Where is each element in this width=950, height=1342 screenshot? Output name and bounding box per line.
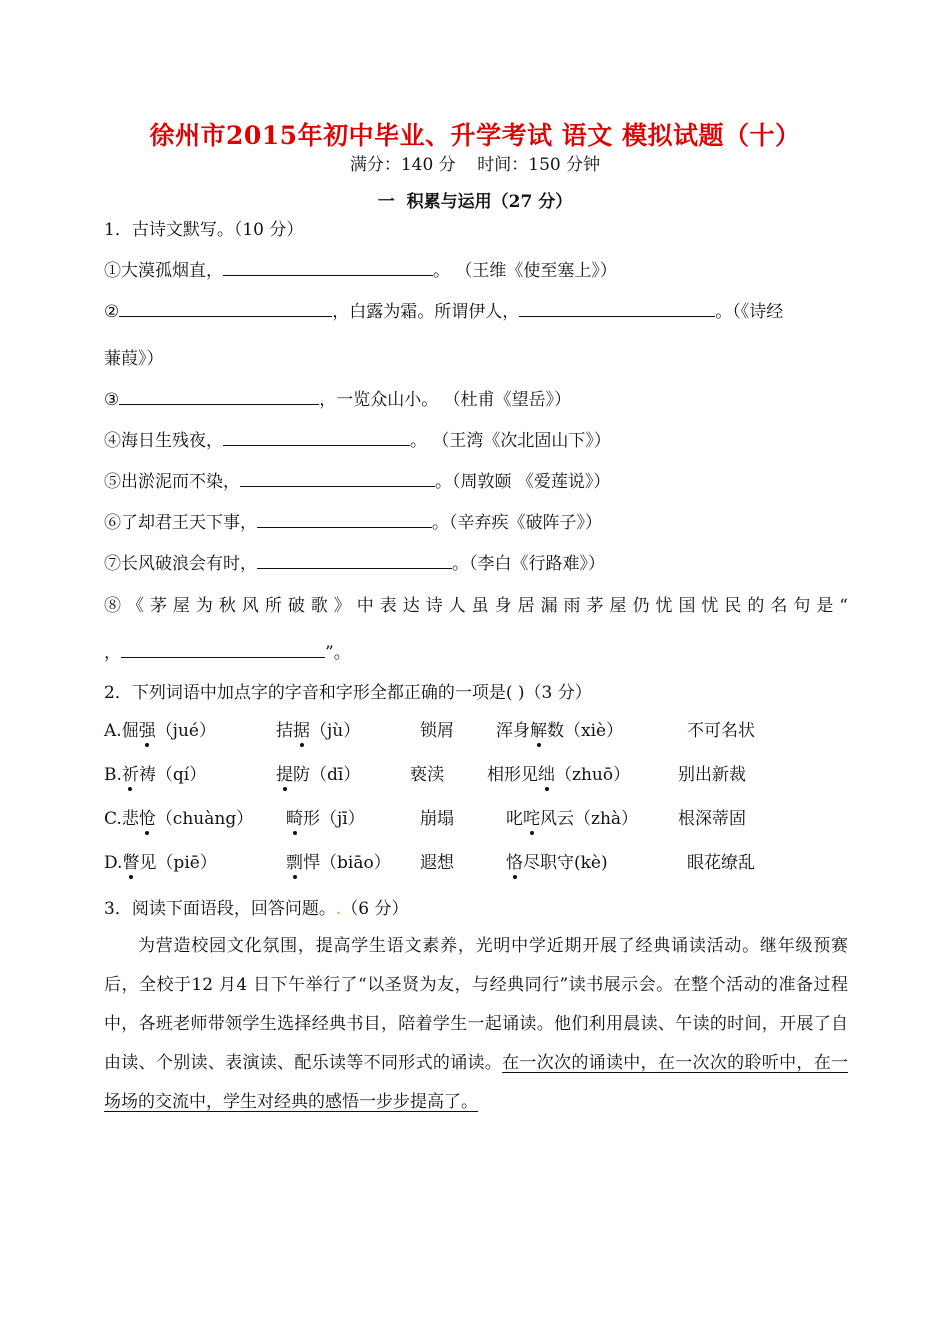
answer-blank[interactable] <box>257 511 432 528</box>
option-term: 浑身解数（xiè） <box>496 721 624 741</box>
option-term: D.瞥见（piē） <box>104 853 217 873</box>
option-term: C.悲怆（chuàng） <box>104 809 254 829</box>
q1-stem: 1．古诗文默写。（10 分） <box>104 220 304 240</box>
answer-blank[interactable] <box>257 552 452 569</box>
q1-item-2-cont: 蒹葭》） <box>104 349 164 369</box>
option-term: 不可名状 <box>687 721 755 741</box>
underlined-sentence: 在一次次的诵读中，在一次次的聆听中，在一场场的交流中，学生对经典的感悟一步步提高了。 <box>104 1053 849 1112</box>
option-term: B.祈祷（qí） <box>104 765 207 785</box>
exam-subtitle: 满分：140 分 时间：150 分钟 <box>349 155 601 175</box>
section-heading: 一 积累与运用（27 分） <box>377 192 573 212</box>
q3-stem: 3．阅读下面语段，回答问题。.（6 分） <box>104 899 409 919</box>
option-term: 恪尽职守(kè) <box>506 853 608 873</box>
option-term: 锁屑 <box>420 721 454 741</box>
answer-blank[interactable] <box>119 300 332 317</box>
q1-item-1: ①大漠孤烟直， 。 （王维《使至塞上》） <box>104 261 617 281</box>
option-term: A.倔强（jué） <box>104 721 216 741</box>
option-term: 眼花缭乱 <box>687 853 755 873</box>
answer-blank[interactable] <box>223 259 433 276</box>
option-term: 遐想 <box>420 853 454 873</box>
exam-title: 徐州市2015年初中毕业、升学考试 语文 模拟试题（十） <box>149 121 801 150</box>
q1-item-6: ⑥了却君王天下事， 。（辛弃疾《破阵子》） <box>104 513 602 533</box>
option-term: 拮据（jù） <box>276 721 361 741</box>
option-term: 畸形（jī） <box>286 809 365 829</box>
option-term: 别出新裁 <box>678 765 746 785</box>
option-term: 相形见绌（zhuō） <box>487 765 631 785</box>
q1-item-5: ⑤出淤泥而不染， 。（周敦颐 《爱莲说》） <box>104 472 611 492</box>
q1-item-3: ③ ，一览众山小。 （杜甫《望岳》） <box>104 390 572 410</box>
q1-item-7: ⑦长风破浪会有时， 。（李白《行路难》） <box>104 554 605 574</box>
option-term: 根深蒂固 <box>678 809 746 829</box>
q1-item-2: ② ，白露为霜。所谓伊人， 。（《诗经 <box>104 302 784 322</box>
q1-item-4: ④海日生残夜， 。 （王湾《次北固山下》） <box>104 431 611 451</box>
q3-passage: 为营造校园文化氛围，提高学生语文素养，光明中学近期开展了经典诵读活动。继年级预赛后，全校于12 月4 日下午举行了“以圣贤为友，与经典同行”读书展示会。在整个活动的准备过程中，各班老师带领学生选择经典书目，陪着学生一起诵读。他们利用晨读、午读的时间，开展了自由读、个别读、表演读、配乐读等不同形式的诵读。在一次次的诵读中，在一次次的聆听中，在一场场的交流中，学生对经典的感悟一步步提高了。 <box>104 936 849 1112</box>
option-term: 崩塌 <box>420 809 454 829</box>
q2-stem: 2．下列词语中加点字的字音和字形全都正确的一项是( )（3 分） <box>104 683 592 703</box>
option-term: 叱咤风云（zhà） <box>506 809 639 829</box>
option-term: 剽悍（biāo） <box>286 853 391 873</box>
q1-item-8-cont: ， ”。 <box>104 643 351 663</box>
answer-blank[interactable] <box>519 300 715 317</box>
q1-item-8: ⑧《茅屋为秋风所破歌》中表达诗人虽身居漏雨茅屋仍忧国忧民的名句是“ <box>104 596 848 616</box>
answer-blank[interactable] <box>121 641 325 658</box>
answer-blank[interactable] <box>223 429 410 446</box>
answer-blank[interactable] <box>119 388 319 405</box>
option-term: 亵渎 <box>410 765 444 785</box>
answer-blank[interactable] <box>240 470 435 487</box>
option-term: 提防（dī） <box>276 765 361 785</box>
